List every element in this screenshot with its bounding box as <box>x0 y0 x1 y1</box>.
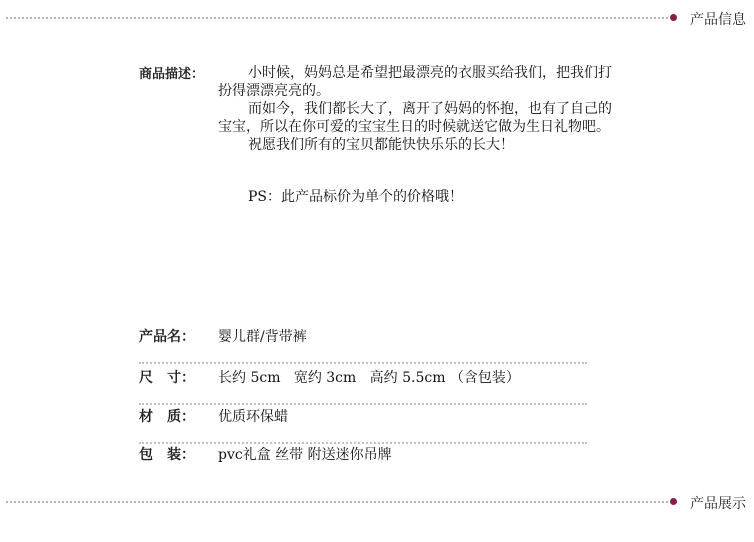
spec-row-size <box>139 367 587 405</box>
section-title: 产品展示 <box>690 496 746 512</box>
spec-value: 婴儿群/背带裤 <box>218 329 307 345</box>
spec-value: 长约 5cm 宽约 3cm 高约 5.5cm （含包装） <box>218 370 520 386</box>
spec-row-material <box>139 406 587 444</box>
spec-label: 尺 寸： <box>139 370 195 386</box>
ps-note: PS：此产品标价为单个的价格哦！ <box>248 189 464 205</box>
spec-label: 材 质： <box>139 409 195 425</box>
bullet-dot-icon <box>670 498 677 505</box>
spec-row-packaging <box>139 444 587 480</box>
spec-label: 包 装： <box>139 447 195 463</box>
description-paragraph: 小时候，妈妈总是希望把最漂亮的衣服买给我们，把我们打扮得漂漂亮亮的。 <box>218 65 612 99</box>
spec-row-product-name <box>139 326 587 364</box>
description-paragraph: 而如今，我们都长大了，离开了妈妈的怀抱，也有了自己的宝宝，所以在你可爱的宝宝生日的时候就送它做为生日礼物吧。 <box>218 101 612 135</box>
dotted-divider <box>6 17 668 19</box>
description-paragraph: 祝愿我们所有的宝贝都能快快乐乐的长大！ <box>248 137 514 153</box>
description-label: 商品描述： <box>139 67 205 82</box>
dotted-divider <box>6 501 668 503</box>
spec-value: 优质环保蜡 <box>218 409 288 425</box>
section-header-product-display <box>0 491 754 513</box>
description-body <box>218 64 613 206</box>
section-header-product-info <box>0 7 754 29</box>
spec-label: 产品名： <box>139 329 195 345</box>
spec-value: pvc礼盒 丝带 附送迷你吊牌 <box>218 447 392 463</box>
bullet-dot-icon <box>670 14 677 21</box>
section-title: 产品信息 <box>690 12 746 28</box>
